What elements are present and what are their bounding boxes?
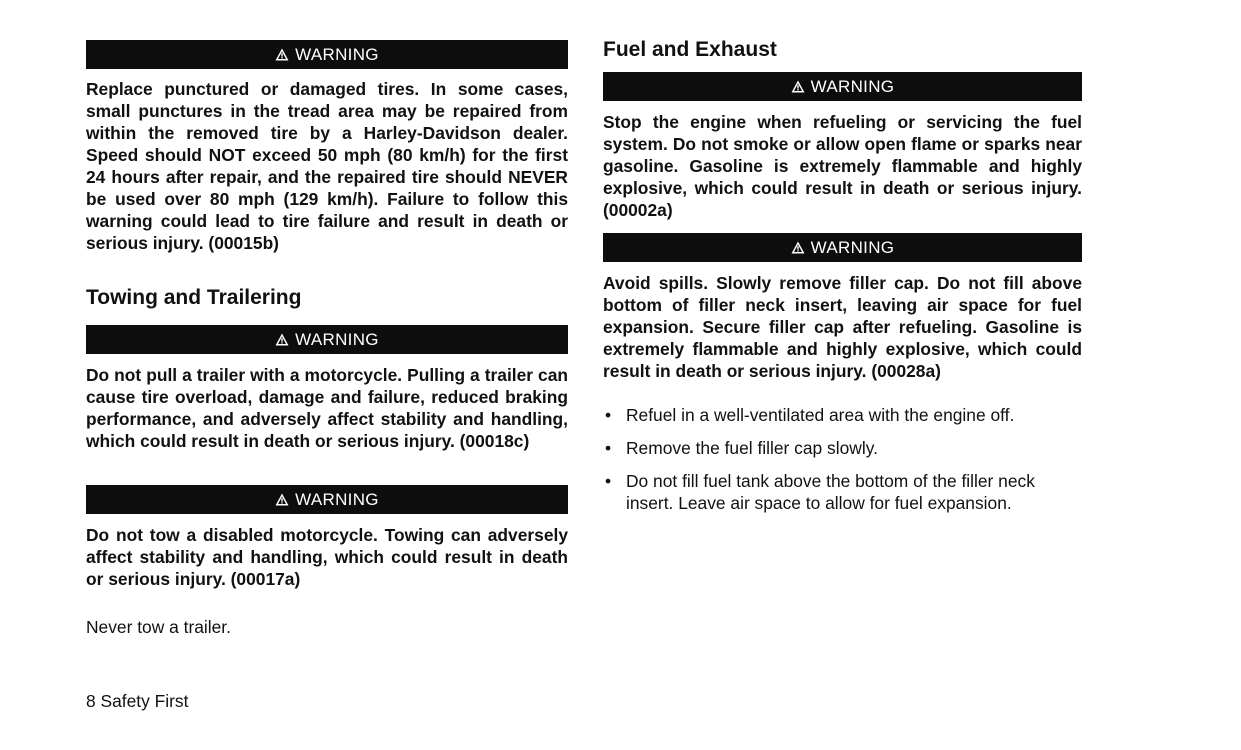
warning-triangle-icon	[791, 80, 805, 93]
warning-banner	[603, 72, 1082, 101]
list-item: • Refuel in a well-ventilated area with the engine off.	[605, 405, 1015, 425]
section-title-fuel: Fuel and Exhaust	[603, 38, 777, 61]
list-item: • Do not fill fuel tank above the bottom of the filler neck insert. Leave air space to allow for fuel expansion.	[605, 471, 1035, 513]
warning-text-tow-disabled: Do not tow a disabled motorcycle. Towing can adversely affect stability and handling, which could result in death or serious injury. (00017a)	[86, 525, 568, 589]
warning-triangle-icon	[791, 241, 805, 254]
warning-label: WARNING	[810, 76, 895, 96]
warning-triangle-icon	[275, 493, 289, 506]
warning-label: WARNING	[295, 489, 379, 509]
fuel-bullet-list	[603, 404, 1082, 525]
note-never-tow: Never tow a trailer.	[86, 617, 231, 637]
warning-text-trailer: Do not pull a trailer with a motorcycle. Pulling a trailer can cause tire overload, damage and failure, reduced braking performance, and adversely affect stability and handling, which could result in death or serious injury. (00018c)	[86, 365, 568, 451]
warning-banner	[603, 233, 1082, 262]
warning-banner	[86, 485, 568, 514]
list-item: • Remove the fuel filler cap slowly.	[605, 438, 878, 458]
warning-triangle-icon	[275, 48, 289, 61]
warning-banner	[86, 40, 568, 69]
warning-label: WARNING	[810, 237, 895, 257]
section-title-towing: Towing and Trailering	[86, 286, 302, 309]
warning-triangle-icon	[275, 333, 289, 346]
warning-banner	[86, 325, 568, 354]
warning-text-spills: Avoid spills. Slowly remove filler cap. Do not fill above bottom of filler neck insert, leaving air space for fuel expansion. Secure filler cap after refueling. Gasoline is extremely flammable and highly explosive, which could result in death or serious injury. (00028a)	[603, 273, 1082, 381]
warning-label: WARNING	[295, 44, 379, 64]
warning-label: WARNING	[295, 329, 379, 349]
warning-text-refueling: Stop the engine when refueling or servicing the fuel system. Do not smoke or allow open flame or sparks near gasoline. Gasoline is extremely flammable and highly explosive, which could result in death or serious injury. (00002a)	[603, 112, 1082, 220]
warning-text-tire-repair: Replace punctured or damaged tires. In some cases, small punctures in the tread area may be repaired from within the removed tire by a Harley-Davidson dealer. Speed should NOT exceed 50 mph (80 km/h) for the first 24 hours after repair, and the repaired tire should NEVER be used over 80 mph (129 km/h). Failure to follow this warning could lead to tire failure and result in death or serious injury. (00015b)	[86, 79, 568, 253]
page-footer: 8 Safety First	[86, 691, 189, 711]
